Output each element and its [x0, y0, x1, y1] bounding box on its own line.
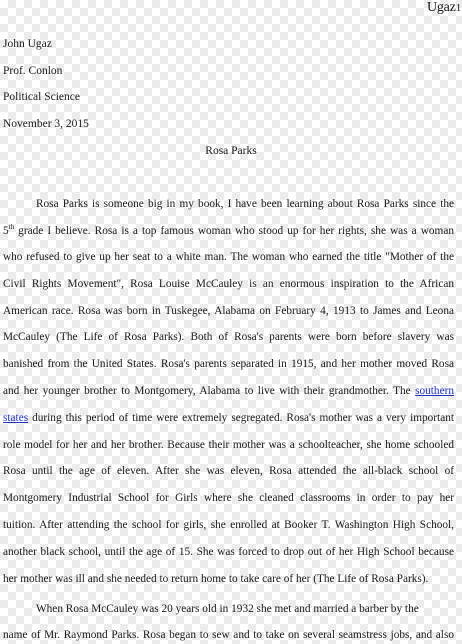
- southern-states-link-continued[interactable]: states: [3, 412, 29, 424]
- text-line: her mother was ill and she needed to return home to take care of her (The Life of Rosa Parks).: [3, 573, 429, 585]
- course-name: Political Science: [3, 91, 80, 103]
- text-line: When Rosa McCauley was 20 years old in 1932 she met and married a barber by the: [36, 603, 419, 615]
- author-name: John Ugaz: [3, 38, 52, 50]
- southern-states-link[interactable]: southern: [415, 385, 454, 397]
- text-line: Rosa until the age of eleven. After she was eleven, Rosa attended the all-black school of: [3, 465, 454, 477]
- text-line: Civil Rights Movement", Rosa Louise McCauley is an enormous inspiration to the African: [3, 278, 454, 290]
- header-surname: Ugaz: [426, 0, 456, 15]
- text-line: and her younger brother to Montgomery, Alabama to live with their grandmother. The southern: [3, 385, 454, 397]
- text-line: tuition. After attending the school for girls, she enrolled at Booker T. Washington High School,: [3, 519, 454, 531]
- text-line: Montgomery Industrial School for Girls where she cleaned classrooms in order to pay her: [3, 492, 454, 504]
- text-line: who refused to give up her seat to a white man. The woman who earned the title "Mother of the: [3, 251, 454, 263]
- text-line: McCauley (The Life of Rosa Parks). Both of Rosa's parents were born before slavery was: [3, 331, 454, 343]
- text-line: banished from the United States. Rosa's parents separated in 1915, and her mother moved Rosa: [3, 358, 454, 370]
- header-page-number: 1: [455, 2, 461, 14]
- text-line: states during this period of time were extremely segregated. Rosa's mother was a very important: [3, 412, 454, 424]
- text-line: role model for her and her brother. Because their mother was a schoolteacher, she home schooled: [3, 439, 454, 451]
- text-line: Rosa Parks is someone big in my book, I have been learning about Rosa Parks since the: [36, 198, 454, 210]
- text-line: name of Mr. Raymond Parks. Rosa began to sew and to take on several seamstress jobs, and also: [3, 629, 454, 641]
- text-line: 5th grade I believe. Rosa is a top famous woman who stood up for her rights, she was a woman: [3, 223, 454, 237]
- text-line: American race. Rosa was born in Tuskegee, Alabama on February 4, 1913 to James and Leona: [3, 305, 454, 317]
- essay-title: Rosa Parks: [205, 145, 257, 157]
- essay-date: November 3, 2015: [3, 118, 89, 130]
- professor-name: Prof. Conlon: [3, 65, 63, 77]
- running-header: [427, 0, 461, 16]
- text-line: another black school, until the age of 15. She was forced to drop out of her High School because: [3, 546, 454, 558]
